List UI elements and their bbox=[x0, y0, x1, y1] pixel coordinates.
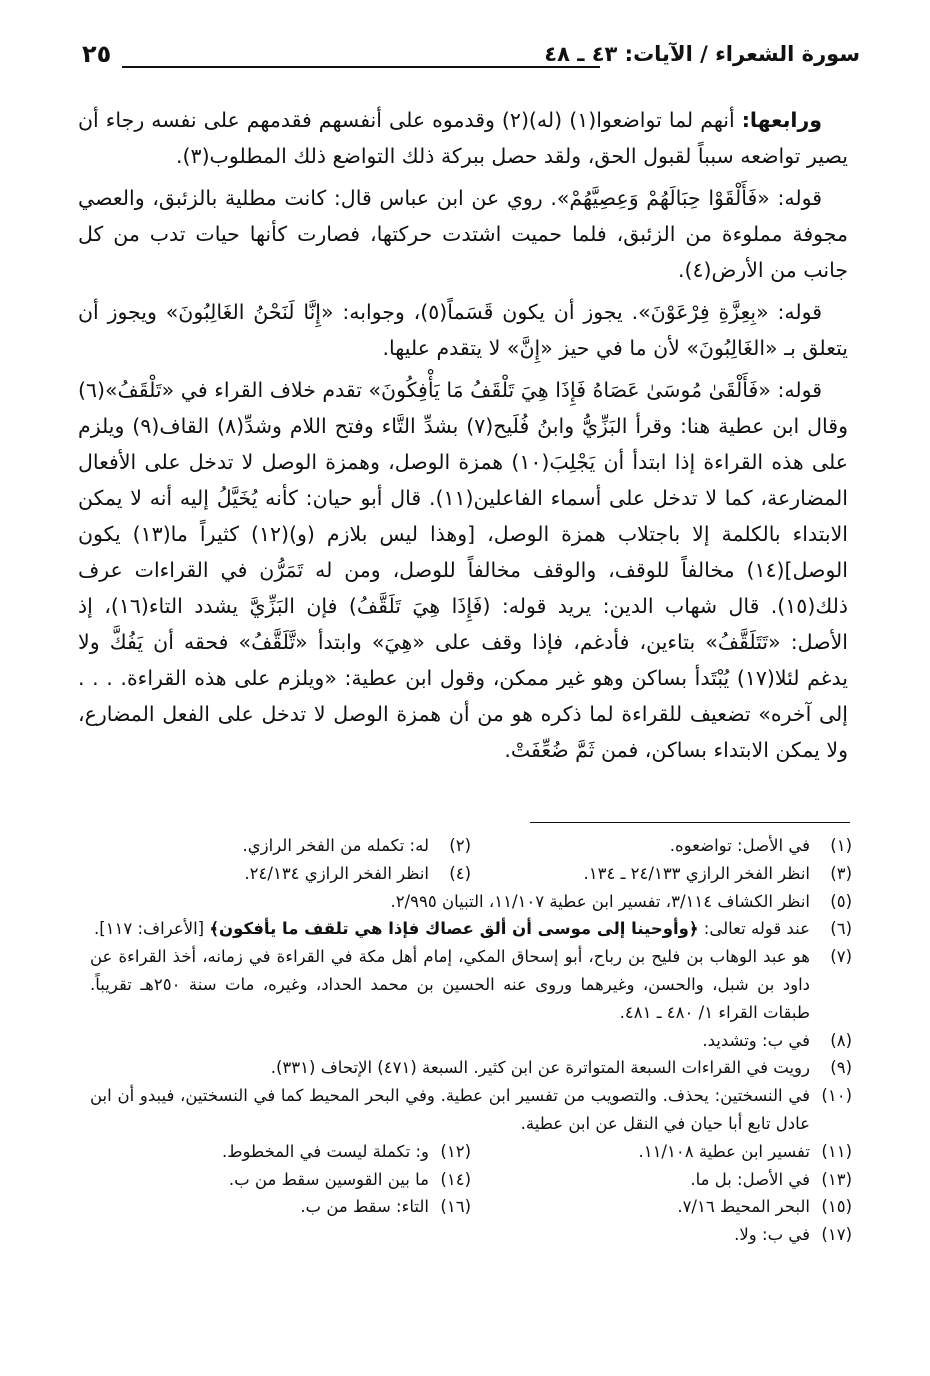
footnote-text bbox=[90, 915, 810, 943]
footnote-number: (١١) bbox=[821, 1141, 852, 1161]
footnote-number: (٩) bbox=[830, 1058, 852, 1078]
paragraph: قوله: «بِعِزَّةِ فِرْعَوْنَ». يجوز أن يكون قَسَماً(٥)، وجوابه: «إِنَّا لَنَحْنُ الغَالِبُونَ» ويجوز أن يتعلق بـ «الغَالِبُونَ» لأن ما في حيز «إِنَّ» لا يتقدم عليها. bbox=[78, 300, 848, 360]
footnote-text: و: تكملة ليست في المخطوط. bbox=[222, 1141, 429, 1161]
footnote-number: (٣) bbox=[830, 863, 852, 883]
footnote bbox=[90, 860, 471, 888]
footnote bbox=[90, 832, 471, 860]
footnote-number: (١٤) bbox=[440, 1169, 471, 1189]
paragraph bbox=[78, 102, 848, 174]
footnote bbox=[90, 943, 852, 1026]
page-number: ٢٥ bbox=[82, 40, 112, 68]
footnote-number: (٦) bbox=[830, 919, 852, 939]
footnote-row bbox=[90, 1166, 852, 1194]
footnote-text: في النسختين: يحذف. والتصويب من تفسير ابن عطية. وفي البحر المحيط كما في النسختين، فيبدو أن ابن عادل تابع أبا حيان في النقل عن ابن عطية. bbox=[90, 1086, 810, 1133]
footnote bbox=[471, 1193, 852, 1221]
footnote bbox=[90, 1138, 471, 1166]
running-header bbox=[60, 38, 860, 78]
footnote-number: (١٧) bbox=[821, 1225, 852, 1245]
footnote-text: تفسير ابن عطية ١١/١٠٨. bbox=[638, 1141, 810, 1161]
footnote-text: في ب: وتشديد. bbox=[702, 1030, 810, 1050]
footnote-number: (١٥) bbox=[821, 1197, 852, 1217]
paragraph: قوله: «فَأَلْقَوْا حِبَالَهُمْ وَعِصِيَّهُمْ». روي عن ابن عباس قال: كانت مطلية بالزئبق، والعصي مجوفة مملوءة من الزئبق، فلما حميت اشتدت حركتها، فصارت كأنها حيات تدب من كل جانب من الأرض(٤). bbox=[78, 186, 848, 282]
footnote bbox=[471, 832, 852, 860]
footnote-text: هو عبد الوهاب بن فليح بن رباح، أبو إسحاق المكي، إمام أهل مكة في القراءة في زمانه، أخذ القراءة عن داود بن شبل، والحسن، وغيرهما وروى عنه الحسين بن محمد الحداد، وغيره، مات سنة ٢٥٠هـ تقريباً. طبقات القراء ١/ ٤٨٠ ـ ٤٨١. bbox=[90, 947, 811, 1022]
footnote-number: (١٣) bbox=[821, 1169, 852, 1189]
footnote bbox=[90, 1166, 471, 1194]
footnote bbox=[90, 1082, 852, 1138]
paragraph-lead: ورابعها: bbox=[741, 108, 822, 132]
footnote bbox=[471, 1166, 852, 1194]
footnote-text: في الأصل: تواضعوه. bbox=[669, 836, 810, 855]
header-title: سورة الشعراء / الآيات: ٤٣ ـ ٤٨ bbox=[544, 42, 860, 66]
paragraph-text: أنهم لما تواضعوا(١) (له)(٢) وقدموه على أنفسهم فقدمهم على نفسه رجاء أن يصير تواضعه سبباً لقبول الحق، ولقد حصل ببركة ذلك التواضع ذلك المطلوب(٣). bbox=[78, 108, 848, 168]
footnotes bbox=[90, 832, 852, 1249]
footnote-text-post: [الأعراف: ١١٧]. bbox=[93, 919, 210, 939]
footnote-row bbox=[90, 832, 852, 860]
footnote-number: (٧) bbox=[830, 947, 852, 967]
footnote-separator bbox=[530, 822, 850, 823]
footnote bbox=[90, 1054, 852, 1082]
header-rule bbox=[122, 66, 600, 68]
footnote-number: (١٢) bbox=[440, 1141, 471, 1161]
footnote-number: (١) bbox=[830, 836, 852, 855]
footnote bbox=[90, 1193, 471, 1221]
footnote-number: (١٠) bbox=[821, 1086, 852, 1106]
footnote bbox=[90, 888, 852, 916]
footnote-text: ما بين القوسين سقط من ب. bbox=[228, 1169, 429, 1189]
footnote bbox=[90, 915, 852, 943]
footnote-text-pre: عند قوله تعالى: bbox=[698, 919, 810, 939]
main-text bbox=[78, 102, 848, 774]
footnote-text: انظر الفخر الرازي ٢٤/١٣٣ ـ ١٣٤. bbox=[583, 863, 810, 883]
footnote-text: انظر الفخر الرازي ٢٤/١٣٤. bbox=[244, 863, 429, 883]
footnote bbox=[471, 1138, 852, 1166]
footnote-number: (٤) bbox=[449, 863, 471, 883]
paragraph: قوله: «فَأَلْقَىٰ مُوسَىٰ عَصَاهُ فَإِذَا هِيَ تَلْقَفُ مَا يَأْفِكُونَ» تقدم خلاف القراء في «تَلْقَفُ»(٦) وقال ابن عطية هنا: وقرأ البَزِّيُّ وابنُ فُلَيح(٧) بشدِّ التَّاء وفتح اللام وشدِّ(٨) القاف(٩) ويلزم على هذه القراءة إذا ابتدأ أن يَجْلِبَ(١٠) همزة الوصل، وهمزة الوصل لا تدخل على الأفعال المضارعة، كما لا تدخل على أسماء الفاعلين(١١). قال أبو حيان: كأنه يُخَيَّلُ إليه أنه لا يمكن الابتداء بالكلمة إلا باجتلاب همزة الوصل، [وهذا ليس بلازم (و)(١٢) كثيراً ما(١٣) يكون الوصل](١٤) مخالفاً للوقف، والوقف مخالفاً للوصل، ومن له تَمَرُّن في القراءات عرف ذلك(١٥). قال شهاب الدين: يريد قوله: (فَإِذَا هِيَ تَلَقَّفُ) فإن البَزِّيَّ يشدد التاء(١٦)، إذ الأصل: «تَتَلَقَّفُ» بتاءين، فأدغم، فإذا وقف على «هِيَ» وابتدأ «تَّلَقَّفُ» فحقه أن يَفُكَّ ولا يدغم لئلا(١٧) يُبْتَدأ بساكن وهو غير ممكن، وقول ابن عطية: «ويلزم على هذه القراءة. . . . إلى آخره» تضعيف للقراءة لما ذكره هو من أن همزة الوصل لا تدخل على الفعل المضارع، ولا يمكن الابتداء بساكن، فمن ثَمَّ ضُعِّفَتْ. bbox=[78, 378, 848, 762]
footnote-text: البحر المحيط ٧/١٦. bbox=[677, 1197, 810, 1217]
footnote bbox=[90, 1221, 852, 1249]
footnote-number: (٥) bbox=[830, 891, 852, 911]
footnote-number: (٨) bbox=[830, 1030, 852, 1050]
footnote-text: في ب: ولا. bbox=[734, 1225, 810, 1245]
footnote-row bbox=[90, 860, 852, 888]
footnote-row bbox=[90, 1193, 852, 1221]
footnote-text: انظر الكشاف ٣/١١٤، تفسير ابن عطية ١١/١٠٧، التبيان ٢/٩٩٥. bbox=[390, 891, 810, 911]
footnote-text: له: تكمله من الفخر الرازي. bbox=[242, 836, 429, 855]
footnote-number: (١٦) bbox=[440, 1197, 471, 1217]
footnote bbox=[471, 860, 852, 888]
footnote-text: رويت في القراءات السبعة المتواترة عن ابن كثير. السبعة (٤٧١) الإتحاف (٣٣١). bbox=[270, 1058, 810, 1078]
quran-quote: ﴿وأوحينا إلى موسى أن ألق عصاك فإذا هي تلقف ما يأفكون﴾ bbox=[209, 919, 699, 939]
footnote-number: (٢) bbox=[449, 836, 471, 855]
footnote bbox=[90, 1027, 852, 1055]
footnote-row bbox=[90, 1138, 852, 1166]
footnote-text: في الأصل: بل ما. bbox=[690, 1169, 810, 1189]
footnote-text: التاء: سقط من ب. bbox=[300, 1197, 429, 1217]
